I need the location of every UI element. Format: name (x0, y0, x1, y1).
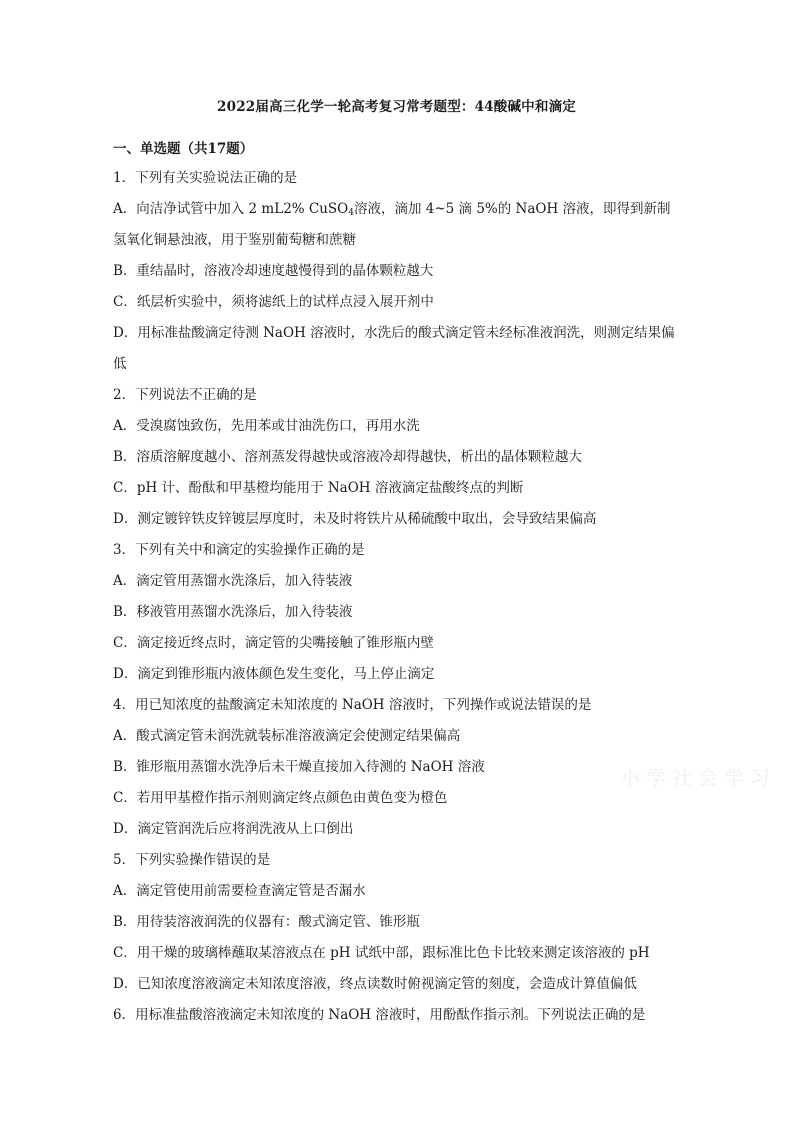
option-text: 测定镀锌铁皮锌镀层厚度时，未及时将铁片从稀硫酸中取出，会导致结果偏高 (137, 511, 597, 527)
question-option (113, 504, 683, 535)
option-label: C． (113, 294, 137, 310)
option-label: D． (113, 821, 138, 837)
watermark: 小学社会学习 (620, 766, 776, 790)
option-label: A． (113, 883, 137, 899)
option-text: 已知浓度溶液滴定未知浓度溶液，终点读数时俯视滴定管的刻度，会造成计算值偏低 (137, 976, 637, 992)
option-text: pH 计、酚酞和甲基橙均能用于 NaOH 溶液滴定盐酸终点的判断 (136, 480, 524, 496)
option-label: B． (113, 759, 137, 775)
option-text: 滴定管润洗后应将润洗液从上口倒出 (137, 821, 354, 837)
option-label: D． (113, 976, 138, 992)
question-stem: 4．用已知浓度的盐酸滴定未知浓度的 NaOH 溶液时，下列操作或说法错误的是 (113, 697, 592, 713)
option-label: B． (113, 449, 137, 465)
question-option (113, 442, 683, 473)
option-text: 用待装溶液润洗的仪器有：酸式滴定管、锥形瓶 (136, 914, 420, 930)
question-stem: 3．下列有关中和滴定的实验操作正确的是 (113, 542, 365, 558)
question-option (113, 597, 683, 628)
question-option (113, 318, 683, 380)
option-text: 溶液，滴加 4~5 滴 5%的 NaOH 溶液，即得到新制氢氧化铜悬浊液，用于鉴别葡萄糖和蔗糖 (113, 201, 671, 248)
option-label: D． (113, 325, 138, 341)
question-list (113, 163, 683, 1031)
question-option (113, 628, 683, 659)
option-label: A． (113, 573, 137, 589)
option-label: A． (113, 201, 137, 217)
option-text: 若用甲基橙作指示剂则滴定终点颜色由黄色变为橙色 (136, 790, 448, 806)
option-label: A． (113, 728, 137, 744)
question-option (113, 752, 683, 783)
option-text: 滴定管用蒸馏水洗涤后，加入待装液 (136, 573, 353, 589)
option-text: 用干燥的玻璃棒蘸取某溶液点在 pH 试纸中部，跟标准比色卡比较来测定该溶液的 pH (136, 945, 650, 961)
option-label: A． (113, 418, 137, 434)
question-stem: 6．用标准盐酸溶液滴定未知浓度的 NaOH 溶液时，用酚酞作指示剂。下列说法正确的是 (113, 1007, 646, 1023)
question-option (113, 473, 683, 504)
option-label: B． (113, 604, 137, 620)
option-label: C． (113, 945, 137, 961)
option-label: B． (113, 914, 137, 930)
question-option (113, 938, 683, 969)
option-text: 重结晶时，溶液冷却速度越慢得到的晶体颗粒越大 (136, 263, 434, 279)
option-text: 向洁净试管中加入 2 mL2% CuSO (136, 201, 349, 217)
question-option (113, 783, 683, 814)
option-label: C． (113, 790, 137, 806)
option-label: C． (113, 635, 137, 651)
option-text: 移液管用蒸馏水洗涤后，加入待装液 (136, 604, 353, 620)
question-option (113, 659, 683, 690)
option-text: 溶质溶解度越小、溶剂蒸发得越快或溶液冷却得越快，析出的晶体颗粒越大 (136, 449, 582, 465)
question-stem: 2．下列说法不正确的是 (113, 387, 257, 403)
question-option (113, 721, 683, 752)
question-option (113, 876, 683, 907)
option-label: C． (113, 480, 137, 496)
option-text: 用标准盐酸滴定待测 NaOH 溶液时，水洗后的酸式滴定管未经标准液润洗，则测定结果偏低 (113, 325, 675, 372)
option-label: D． (113, 666, 138, 682)
option-label: B． (113, 263, 137, 279)
question-option (113, 969, 683, 1000)
question-option (113, 256, 683, 287)
option-label: D． (113, 511, 138, 527)
option-text: 受溴腐蚀致伤，先用苯或甘油洗伤口，再用水洗 (136, 418, 420, 434)
document-title: 2022届高三化学一轮高考复习常考题型：44酸碱中和滴定 (217, 99, 576, 115)
option-subscript: 4 (348, 208, 354, 218)
question-option (113, 287, 683, 318)
question-option (113, 907, 683, 938)
option-text: 滴定管使用前需要检查滴定管是否漏水 (136, 883, 366, 899)
option-text: 纸层析实验中，须将滤纸上的试样点浸入展开剂中 (136, 294, 434, 310)
section-heading: 一、单选题（共17题） (113, 141, 254, 157)
option-text: 滴定到锥形瓶内液体颜色发生变化，马上停止滴定 (137, 666, 435, 682)
question-option (113, 411, 683, 442)
option-text: 酸式滴定管未润洗就装标准溶液滴定会使测定结果偏高 (136, 728, 461, 744)
question-option (113, 814, 683, 845)
question-stem: 5．下列实验操作错误的是 (113, 852, 271, 868)
option-text: 锥形瓶用蒸馏水洗净后未干燥直接加入待测的 NaOH 溶液 (136, 759, 485, 775)
question-option (113, 194, 683, 256)
question-option (113, 566, 683, 597)
option-text: 滴定接近终点时，滴定管的尖嘴接触了锥形瓶内壁 (136, 635, 434, 651)
question-stem: 1．下列有关实验说法正确的是 (113, 170, 298, 186)
